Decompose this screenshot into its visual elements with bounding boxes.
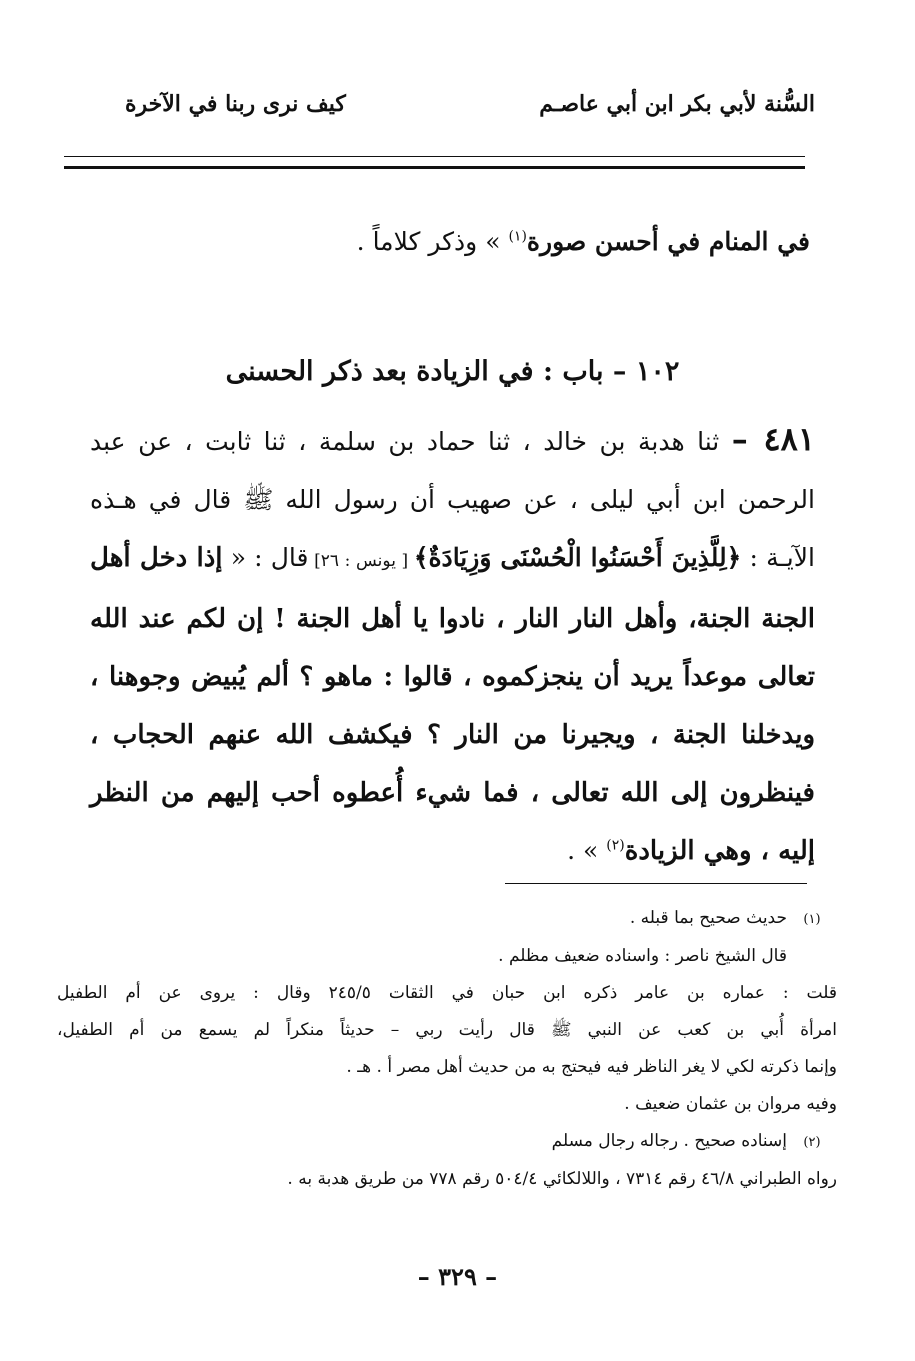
footnote-1-text: قلت : عماره بن عامر ذكره ابن حبان في الثقات ٢٤٥/٥ وقال : يروى عن أم الطفيل — [57, 983, 837, 1003]
verse-reference: [ يونس : ٢٦] — [308, 551, 414, 571]
footnote-1-line — [57, 1049, 837, 1086]
continuation-paragraph — [110, 218, 810, 266]
hadith-matn: إذا دخل أهل الجنة الجنة، وأهل النار النار ، نادوا يا أهل الجنة ! إن لكم عند الله تعالى موعداً يريد أن ينجزكموه ، قالوا : ماهو ؟ ألم يُبيض وجوهنا ، ويدخلنا الجنة ، ويجيرنا من النار ؟ فيكشف الله عنهم الحجاب ، فينظرون إلى الله تعالى ، فما شيء أُعطوه أحب إليهم من النظر إليه ، وهي الزيادة — [90, 543, 815, 866]
footnote-1-line — [57, 975, 837, 1012]
footnote-ref-1[interactable]: (١) — [508, 228, 527, 245]
footnote-2-marker: (٢) — [803, 1135, 821, 1150]
running-header — [125, 86, 815, 122]
footnote-1-text: قال الشيخ ناصر : واسناده ضعيف مظلم . — [498, 946, 787, 966]
footnote-1-line — [57, 1086, 837, 1123]
footnote-1-line — [57, 938, 837, 975]
footnotes — [57, 900, 837, 1198]
footnote-2-text: إسناده صحيح . رجاله رجال مسلم — [551, 1131, 787, 1151]
book-title: السُّنة لأبي بكر ابن أبي عاصـم — [539, 91, 815, 117]
footnote-1-text: حديث صحيح بما قبله . — [629, 908, 787, 928]
footnote-1-text: وإنما ذكرته لكي لا يغر الناظر فيه فيحتج به من حديث أهل مصر أ . هـ . — [346, 1057, 837, 1077]
chapter-heading: ١٠٢ – باب : في الزيادة بعد ذكر الحسنى — [225, 356, 680, 387]
hadith-number: ٤٨١ – — [731, 420, 815, 458]
header-rule-thin — [64, 156, 805, 157]
footnote-1-line — [57, 1012, 837, 1049]
continuation-tail: » وذكر كلاماً . — [356, 227, 509, 256]
footnote-1-marker: (١) — [803, 912, 821, 927]
footnote-2-line — [57, 1123, 837, 1161]
page-number: – ٣٢٩ – — [417, 1262, 498, 1291]
footnote-2-text: رواه الطبراني ٤٦/٨ رقم ٧٣١٤ ، واللالكائي ٥٠٤/٤ رقم ٧٧٨ من طريق هدبة به . — [287, 1169, 837, 1189]
footnote-separator — [505, 883, 807, 884]
continuation-bold-text: في المنام في أحسن صورة — [526, 227, 810, 256]
hadith-isnad: ثنا هدبة بن خالد ، ثنا حماد بن سلمة ، ثنا ثابت ، عن عبد الرحمن ابن أبي ليلى ، عن صهيب أن رسول الله ﷺ قال في هـذه الآيـة : — [90, 427, 815, 572]
hadith-paragraph — [90, 410, 815, 880]
footnote-ref-2[interactable]: (٢) — [606, 837, 625, 854]
footnote-1-text: وفيه مروان بن عثمان ضعيف . — [624, 1094, 837, 1114]
header-rule-thick — [64, 166, 805, 169]
quran-verse: ﴿لِلَّذِينَ أَحْسَنُوا الْحُسْنَى وَزِيَادَةٌ﴾ — [413, 543, 742, 572]
footnote-2-line — [57, 1161, 837, 1198]
section-title: كيف نرى ربنا في الآخرة — [125, 91, 346, 117]
hadith-said: قال : « — [222, 543, 309, 572]
hadith-tail: » . — [567, 836, 607, 865]
footnote-1-line — [57, 900, 837, 938]
footnote-1-text: امرأة أُبي بن كعب عن النبي ﷺ قال رأيت ربي – حديثاً منكراً لم يسمع من أم الطفيل، — [57, 1020, 837, 1040]
